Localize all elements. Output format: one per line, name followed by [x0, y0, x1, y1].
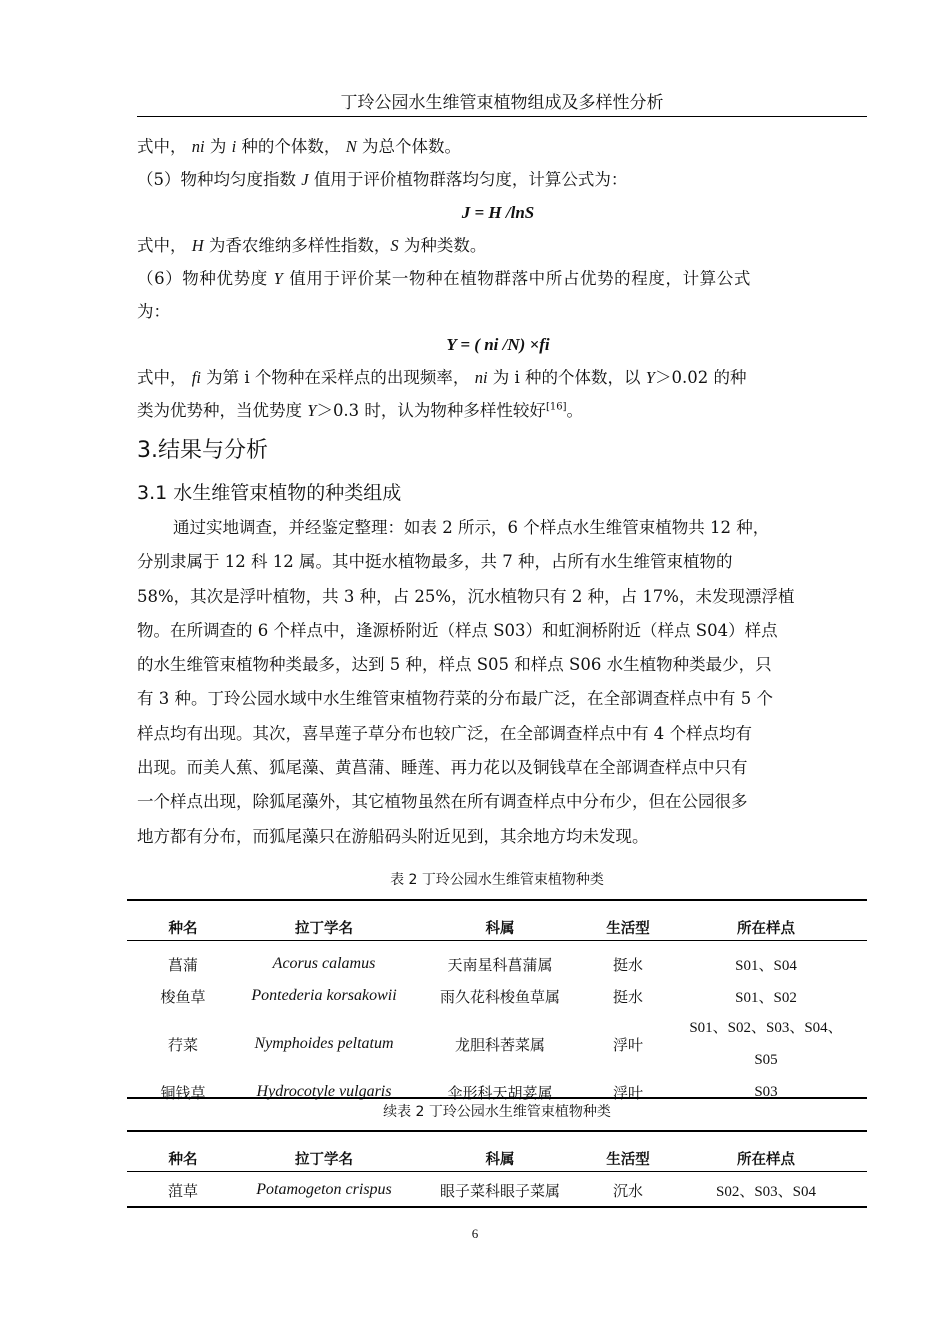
text-line: （6）物种优势度 Y 值用于评价某一物种在植物群落中所占优势的程度，计算公式 — [137, 269, 751, 288]
text-line: 式中， H 为香农维纳多样性指数，S 为种类数。 — [137, 236, 487, 255]
header-rule — [137, 116, 867, 117]
subsection-heading: 3.1 水生维管束植物的种类组成 — [137, 482, 402, 504]
header-cell: 种名 — [168, 1151, 198, 1168]
header-cell: 生活型 — [606, 1151, 650, 1168]
paragraph-line: 分别隶属于 12 科 12 属。其中挺水植物最多，共 7 种，占所有水生维管束植物的 — [137, 552, 733, 572]
table-row: 荇菜 Nymphoides peltatum 龙胆科莕菜属 浮叶 S01、S02、S03、S04、 S05 — [167, 1020, 843, 1068]
formula-evenness: J = H /lnS — [461, 203, 535, 222]
text-line: 式中， ni 为 i 种的个体数， N 为总个体数。 — [137, 137, 461, 156]
header-cell: 拉丁学名 — [295, 920, 353, 937]
running-header: 丁玲公园水生维管束植物组成及多样性分析 — [340, 93, 664, 113]
citation: [16] — [545, 401, 567, 413]
table-caption-continued: 续表 2 丁玲公园水生维管束植物种类 — [383, 1104, 611, 1120]
table-row: 梭鱼草 Pontederia korsakowii 雨久花科梭鱼草属 挺水 S01、S02 — [160, 987, 797, 1006]
header-cell: 所在样点 — [737, 1151, 795, 1168]
table-header-rule — [127, 940, 867, 941]
table-row: 菖蒲 Acorus calamus 天南星科菖蒲属 挺水 S01、S04 — [167, 955, 797, 974]
table-top-rule — [127, 899, 867, 901]
text-line: 式中， fi 为第 i 个物种在采样点的出现频率， ni 为 i 种的个体数，以 Y＞0.02 的种 — [137, 368, 747, 387]
text-line: （5）物种均匀度指数 J 值用于评价植物群落均匀度，计算公式为： — [137, 170, 628, 189]
paragraph-line: 通过实地调查，并经鉴定整理：如表 2 所示，6 个样点水生维管束植物共 12 种， — [173, 518, 770, 537]
table-bottom-rule — [127, 1097, 867, 1099]
header-cell: 科属 — [485, 1151, 515, 1168]
header-cell: 生活型 — [606, 920, 650, 937]
species-table — [127, 899, 867, 1108]
paragraph-line: 58%，其次是浮叶植物，共 3 种，占 25%，沉水植物只有 2 种，占 17%，未发现漂浮植 — [137, 586, 795, 606]
table-row: 铜钱草 Hydrocotyle vulgaris 伞形科天胡荽属 浮叶 S03 — [160, 1083, 778, 1102]
text-line: 类为优势种，当优势度 Y＞0.3 时，认为物种多样性较好[16]。 — [137, 401, 583, 420]
header-cell: 科属 — [485, 920, 515, 937]
table-header-row — [127, 914, 867, 940]
species-table-continued — [127, 1130, 867, 1208]
body-text — [137, 130, 859, 854]
table-caption: 表 2 丁玲公园水生维管束植物种类 — [390, 872, 604, 888]
header-cell: 拉丁学名 — [295, 1151, 353, 1168]
formula-dominance: Y = ( ni /N) ×fi — [446, 335, 550, 354]
table-top-rule — [127, 1130, 867, 1132]
paragraph — [137, 511, 859, 854]
paragraph-line: 出现。而美人蕉、狐尾藻、黄菖蒲、睡莲、再力花以及铜钱草在全部调查样点中只有 — [137, 758, 748, 778]
table-row: 菹草 Potamogeton crispus 眼子菜科眼子菜属 沉水 S02、S03、S04 — [167, 1181, 817, 1200]
table-bottom-rule — [127, 1206, 867, 1208]
table-header-rule — [127, 1171, 867, 1172]
header-cell: 所在样点 — [737, 920, 795, 937]
section-heading: 3.结果与分析 — [137, 438, 268, 463]
text-line: 为： — [137, 302, 170, 321]
header-cell: 种名 — [168, 920, 198, 937]
paragraph-line: 物。在所调查的 6 个样点中，逢源桥附近（样点 S03）和虹涧桥附近（样点 S04）样点 — [137, 620, 778, 640]
paragraph-line: 一个样点出现，除狐尾藻外，其它植物虽然在所有调查样点中分布少，但在公园很多 — [137, 792, 748, 812]
paragraph-line: 地方都有分布，而狐尾藻只在游船码头附近见到，其余地方均未发现。 — [137, 826, 649, 846]
table-header-row — [127, 1145, 867, 1171]
paragraph-line: 有 3 种。丁玲公园水域中水生维管束植物荇菜的分布最广泛，在全部调查样点中有 5 个 — [137, 689, 773, 709]
paragraph-line: 的水生维管束植物种类最多，达到 5 种，样点 S05 和样点 S06 水生植物种类最少，只 — [137, 655, 772, 675]
paragraph-line: 样点均有出现。其次，喜旱莲子草分布也较广泛，在全部调查样点中有 4 个样点均有 — [137, 723, 752, 743]
page-number: 6 — [471, 1226, 479, 1241]
